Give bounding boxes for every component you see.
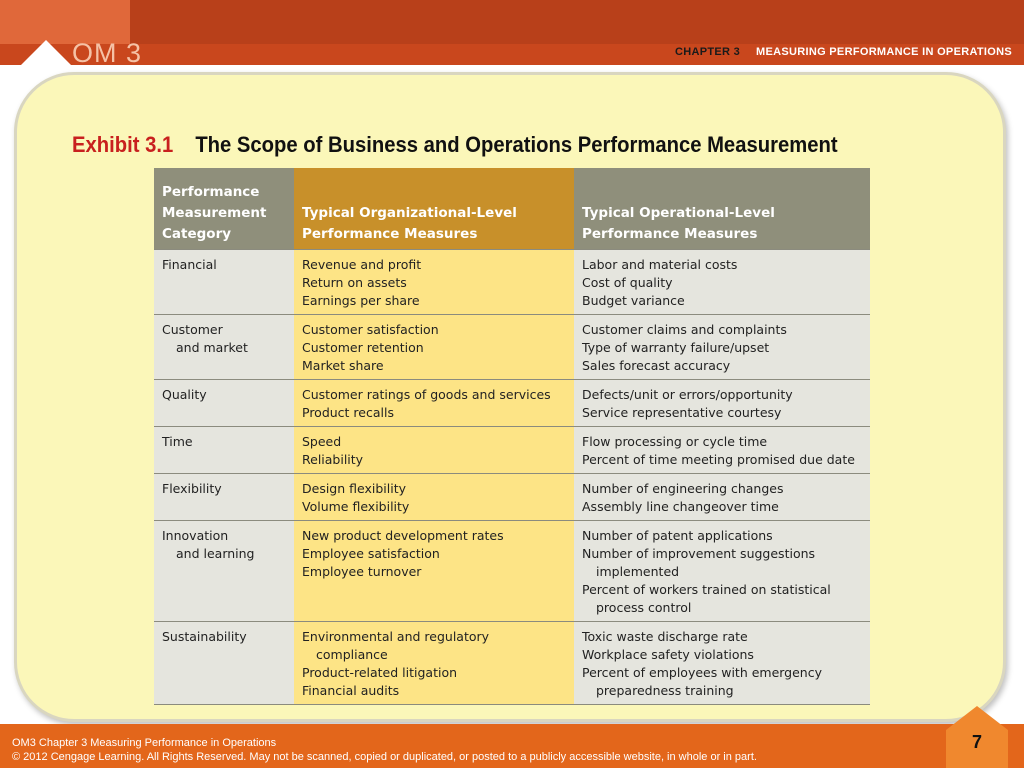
category-cell xyxy=(154,474,294,521)
cell-line: Cost of quality xyxy=(582,275,673,290)
cell-line: Budget variance xyxy=(582,293,685,308)
chapter-heading xyxy=(675,46,1012,58)
organizational-measures-cell xyxy=(294,521,574,622)
cell-line: Speed xyxy=(302,434,342,449)
category-cell xyxy=(154,427,294,474)
cell-line: Percent of workers trained on statistical xyxy=(582,582,831,597)
cell-line: and market xyxy=(176,340,248,355)
cell-line: implemented xyxy=(596,564,680,579)
cell-line: Number of engineering changes xyxy=(582,481,784,496)
cell-line: Customer xyxy=(162,322,223,337)
category-cell xyxy=(154,622,294,705)
operational-measures-cell xyxy=(574,315,870,380)
table-row xyxy=(154,250,870,315)
chapter-title: MEASURING PERFORMANCE IN OPERATIONS xyxy=(756,46,1012,58)
header-line: Category xyxy=(162,226,232,242)
table-row xyxy=(154,380,870,427)
cell-line: Volume flexibility xyxy=(302,499,410,514)
cell-line: Percent of time meeting promised due date xyxy=(582,452,855,467)
operational-measures-cell xyxy=(574,521,870,622)
cell-line: Toxic waste discharge rate xyxy=(582,629,748,644)
header-line: Performance Measures xyxy=(302,226,478,242)
footer-text xyxy=(12,736,757,764)
table-row xyxy=(154,622,870,705)
cell-line: Sustainability xyxy=(162,629,247,644)
header-line: Performance xyxy=(162,184,260,200)
organizational-measures-cell xyxy=(294,427,574,474)
cell-line: Workplace safety violations xyxy=(582,647,754,662)
cell-line: Service representative courtesy xyxy=(582,405,782,420)
header-line: Performance Measures xyxy=(582,226,758,242)
cell-line: Number of patent applications xyxy=(582,528,773,543)
performance-measures-table xyxy=(154,168,870,705)
slide-title xyxy=(72,132,838,158)
organizational-measures-cell xyxy=(294,474,574,521)
operational-measures-cell xyxy=(574,380,870,427)
category-cell xyxy=(154,521,294,622)
cell-line: preparedness training xyxy=(596,683,734,698)
cell-line: Customer retention xyxy=(302,340,424,355)
logo-text: OM 3 xyxy=(72,38,143,68)
operational-measures-cell xyxy=(574,622,870,705)
header-line: Measurement xyxy=(162,205,267,221)
cell-line: process control xyxy=(596,600,692,615)
cell-line: Product recalls xyxy=(302,405,394,420)
header-line: Typical Operational-Level xyxy=(582,205,775,221)
cell-line: New product development rates xyxy=(302,528,504,543)
cell-line: Sales forecast accuracy xyxy=(582,358,731,373)
header-category xyxy=(154,168,294,250)
category-cell xyxy=(154,250,294,315)
footer-copyright-line: © 2012 Cengage Learning. All Rights Reserved. May not be scanned, copied or duplicated, or posted to a publicly accessible website, in whole or in part. xyxy=(12,751,757,763)
cell-line: Employee turnover xyxy=(302,564,422,579)
cell-line: Customer satisfaction xyxy=(302,322,439,337)
organizational-measures-cell xyxy=(294,250,574,315)
exhibit-title: The Scope of Business and Operations Performance Measurement xyxy=(195,132,838,157)
cell-line: Reliability xyxy=(302,452,364,467)
category-cell xyxy=(154,380,294,427)
cell-line: Customer ratings of goods and services xyxy=(302,387,551,402)
cell-line: Flexibility xyxy=(162,481,222,496)
header-top-band xyxy=(0,0,1024,44)
organizational-measures-cell xyxy=(294,380,574,427)
cell-line: Design flexibility xyxy=(302,481,406,496)
cell-line: Return on assets xyxy=(302,275,407,290)
operational-measures-cell xyxy=(574,250,870,315)
cell-line: Market share xyxy=(302,358,384,373)
chapter-label: CHAPTER 3 xyxy=(674,46,741,58)
cell-line: Environmental and regulatory xyxy=(302,629,490,644)
header-organizational-level xyxy=(294,168,574,250)
cell-line: compliance xyxy=(316,647,388,662)
cell-line: Flow processing or cycle time xyxy=(582,434,768,449)
cell-line: and learning xyxy=(176,546,255,561)
cell-line: Type of warranty failure/upset xyxy=(582,340,770,355)
table-row xyxy=(154,427,870,474)
cell-line: Product-related litigation xyxy=(302,665,458,680)
exhibit-number: Exhibit 3.1 xyxy=(72,132,174,157)
cell-line: Innovation xyxy=(162,528,229,543)
cell-line: Financial audits xyxy=(302,683,400,698)
table-row xyxy=(154,315,870,380)
cell-line: Financial xyxy=(162,257,217,272)
category-cell xyxy=(154,315,294,380)
page-number: 7 xyxy=(971,732,982,752)
organizational-measures-cell xyxy=(294,622,574,705)
cell-line: Defects/unit or errors/opportunity xyxy=(582,387,793,402)
cell-line: Assembly line changeover time xyxy=(582,499,779,514)
table-row xyxy=(154,474,870,521)
table-header-row xyxy=(154,168,870,250)
operational-measures-cell xyxy=(574,427,870,474)
table-row xyxy=(154,521,870,622)
cell-line: Percent of employees with emergency xyxy=(582,665,823,680)
footer-course-line: OM3 Chapter 3 Measuring Performance in Operations xyxy=(12,737,277,749)
header-line: Typical Organizational-Level xyxy=(302,205,517,221)
cell-line: Customer claims and complaints xyxy=(582,322,787,337)
cell-line: Revenue and profit xyxy=(302,257,422,272)
cell-line: Time xyxy=(162,434,193,449)
cell-line: Earnings per share xyxy=(302,293,420,308)
cell-line: Labor and material costs xyxy=(582,257,738,272)
organizational-measures-cell xyxy=(294,315,574,380)
logo-triangle-icon xyxy=(20,40,72,66)
cell-line: Number of improvement suggestions xyxy=(582,546,816,561)
header-operational-level xyxy=(574,168,870,250)
cell-line: Quality xyxy=(162,387,207,402)
operational-measures-cell xyxy=(574,474,870,521)
cell-line: Employee satisfaction xyxy=(302,546,440,561)
